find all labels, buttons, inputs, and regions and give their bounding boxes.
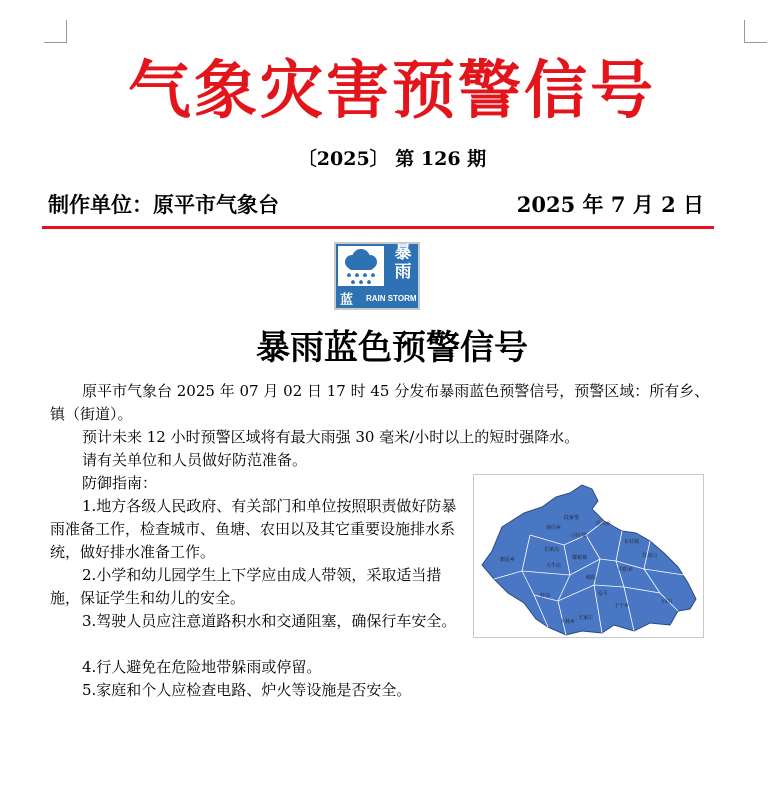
map-label: 大牛店	[546, 563, 562, 569]
map-label: 南白乡	[546, 525, 562, 531]
map-label: 东社镇	[624, 539, 640, 545]
issue-number: 〔2025〕 第 126 期	[297, 148, 487, 170]
map-label: 长梁沟	[544, 547, 560, 553]
map-label: 大林乡	[560, 619, 576, 625]
warning-paragraph-3: 请有关单位和人员做好防范准备。	[82, 451, 308, 469]
map-label: 沿沟乡	[596, 521, 612, 527]
map-label: 子干乡	[614, 603, 630, 609]
map-label: 段家堡	[564, 515, 580, 521]
rainstorm-warning-badge	[334, 242, 420, 310]
issuing-unit: 制作单位：原平市气象台	[48, 192, 279, 217]
map-label: 苏龙口	[642, 553, 658, 559]
map-label: 崞阳	[586, 575, 597, 581]
guideline-item-4: 4.行人避免在危险地带躲雨或停留。	[82, 658, 322, 676]
document-title: 气象灾害预警信号	[128, 53, 656, 127]
warning-area-map	[473, 474, 704, 638]
map-label: 原平	[598, 591, 609, 597]
issue-date: 2025 年 7 月 2 日	[516, 192, 704, 217]
badge-type-label: 暴雨	[394, 243, 412, 282]
guidelines-heading: 防御指南：	[82, 474, 158, 492]
map-label: 新原乡	[500, 557, 516, 563]
map-label: 楼板寨	[572, 555, 588, 561]
guideline-item-2: 2.小学和幼儿园学生上下学应由成人带领，采取适当措施，保证学生和幼儿的安全。	[50, 566, 442, 607]
warning-paragraph-1: 原平市气象台 2025 年 07 月 02 日 17 时 45 分发布暴雨蓝色预警信号，预警区域：所有乡、镇（街道）。	[50, 382, 710, 423]
map-label: 轩岗	[540, 593, 551, 599]
warning-paragraph-2: 预计未来 12 小时预警区域将有最大雨强 30 毫米/小时以上的短时强降水。	[82, 428, 580, 446]
badge-color-label: 蓝	[340, 293, 354, 308]
page-corner-mark-left	[44, 20, 67, 43]
map-label: 中阳乡	[618, 567, 634, 573]
guideline-item-5: 5.家庭和个人应检查电路、炉火等设施是否安全。	[82, 681, 412, 699]
warning-title: 暴雨蓝色预警信号	[256, 328, 528, 368]
map-label: 王家庄	[578, 615, 594, 621]
guideline-item-1: 1.地方各级人民政府、有关部门和单位按照职责做好防暴雨准备工作，检查城市、鱼塘、农田以及其它重要设施排水系统，做好排水准备工作。	[50, 497, 457, 561]
guideline-item-3: 3.驾驶人员应注意道路积水和交通阻塞，确保行车安全。	[82, 612, 457, 630]
page-corner-mark-right	[744, 20, 767, 43]
header-divider	[42, 226, 714, 229]
map-label: 闫庄镇	[572, 533, 588, 539]
badge-english-label: RAIN STORM	[366, 294, 417, 303]
map-label: 同川	[662, 599, 673, 605]
rain-cloud-icon	[338, 246, 384, 286]
